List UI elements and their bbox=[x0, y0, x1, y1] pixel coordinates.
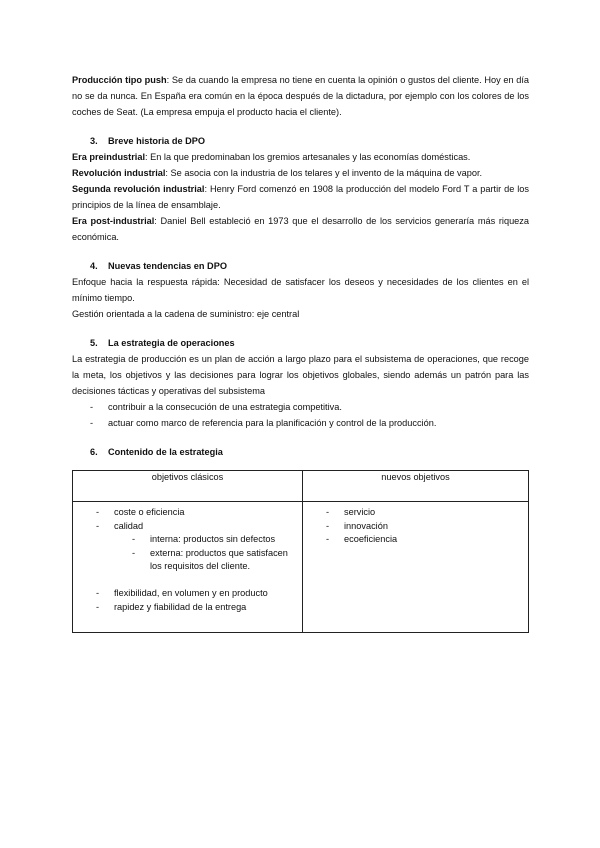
strategy-content-table bbox=[72, 470, 529, 633]
table-header-new: nuevos objetivos bbox=[303, 471, 529, 502]
list-item: - rapidez y fiabilidad de la entrega bbox=[74, 601, 301, 615]
quality-sublist bbox=[114, 533, 301, 574]
strategy-bullet-list bbox=[72, 399, 529, 431]
push-production-text: : Se da cuando la empresa no tiene en cuenta la opinión o gustos del cliente. Hoy en día no se da nunca. En España era común en la época después de la dictadura, por ejemplo con los colores de los coches de Seat. (La empresa empuja el producto hacia el cliente). bbox=[72, 75, 529, 117]
push-production-paragraph bbox=[72, 72, 529, 120]
list-item: - servicio bbox=[304, 506, 527, 520]
section-5-heading: 5. La estrategia de operaciones bbox=[90, 338, 235, 348]
classic-objectives-cell bbox=[73, 502, 303, 633]
classic-objectives-list-2 bbox=[74, 587, 301, 614]
new-objectives-cell bbox=[303, 502, 529, 633]
document-body bbox=[72, 72, 529, 633]
trend-quick-response: Enfoque hacia la respuesta rápida: Necesidad de satisfacer los deseos y necesidades de los clientes en el mínimo tiempo. bbox=[72, 277, 529, 303]
list-item: - calidad - interna: productos sin defectos - externa: productos que satisfacen los requisitos del cliente. bbox=[74, 520, 301, 574]
push-production-term: Producción tipo push bbox=[72, 75, 167, 85]
section-4-heading: 4. Nuevas tendencias en DPO bbox=[90, 261, 227, 271]
table-header-classic: objetivos clásicos bbox=[73, 471, 303, 502]
list-item: - coste o eficiencia bbox=[74, 506, 301, 520]
history-item-preindustrial: Era preindustrial: En la que predominaban los gremios artesanales y las economías domésticas. bbox=[72, 152, 471, 162]
history-item-industrial-revolution: Revolución industrial: Se asocia con la industria de los telares y el invento de la máquina de vapor. bbox=[72, 168, 483, 178]
history-item-second-revolution: Segunda revolución industrial: Henry Ford comenzó en 1908 la producción del modelo Ford T a partir de los principios de la línea de ensamblaje. bbox=[72, 184, 529, 210]
list-item: - flexibilidad, en volumen y en producto bbox=[74, 587, 301, 601]
list-item: - innovación bbox=[304, 520, 527, 534]
new-objectives-list bbox=[304, 506, 527, 547]
list-item: - contribuir a la consecución de una estrategia competitiva. bbox=[72, 399, 529, 415]
list-item: - interna: productos sin defectos bbox=[114, 533, 301, 547]
section-3-heading: 3. Breve historia de DPO bbox=[90, 136, 206, 146]
trend-supply-chain: Gestión orientada a la cadena de suministro: eje central bbox=[72, 309, 300, 319]
history-item-post-industrial: Era post-industrial: Daniel Bell estableció en 1973 que el desarrollo de los servicios generaría más riqueza económica. bbox=[72, 216, 529, 242]
list-item: - ecoeficiencia bbox=[304, 533, 527, 547]
list-item: - externa: productos que satisfacen los requisitos del cliente. bbox=[114, 547, 301, 574]
strategy-paragraph: La estrategia de producción es un plan de acción a largo plazo para el subsistema de operaciones, que recoge la meta, los objetivos y las decisiones para lograr los objetivos globales, siendo además un patrón para las decisiones tácticas y operativas del subsistema bbox=[72, 354, 529, 396]
classic-objectives-list bbox=[74, 506, 301, 574]
list-item: - actuar como marco de referencia para la planificación y control de la producción. bbox=[72, 415, 529, 431]
section-6-heading: 6. Contenido de la estrategia bbox=[90, 447, 223, 457]
